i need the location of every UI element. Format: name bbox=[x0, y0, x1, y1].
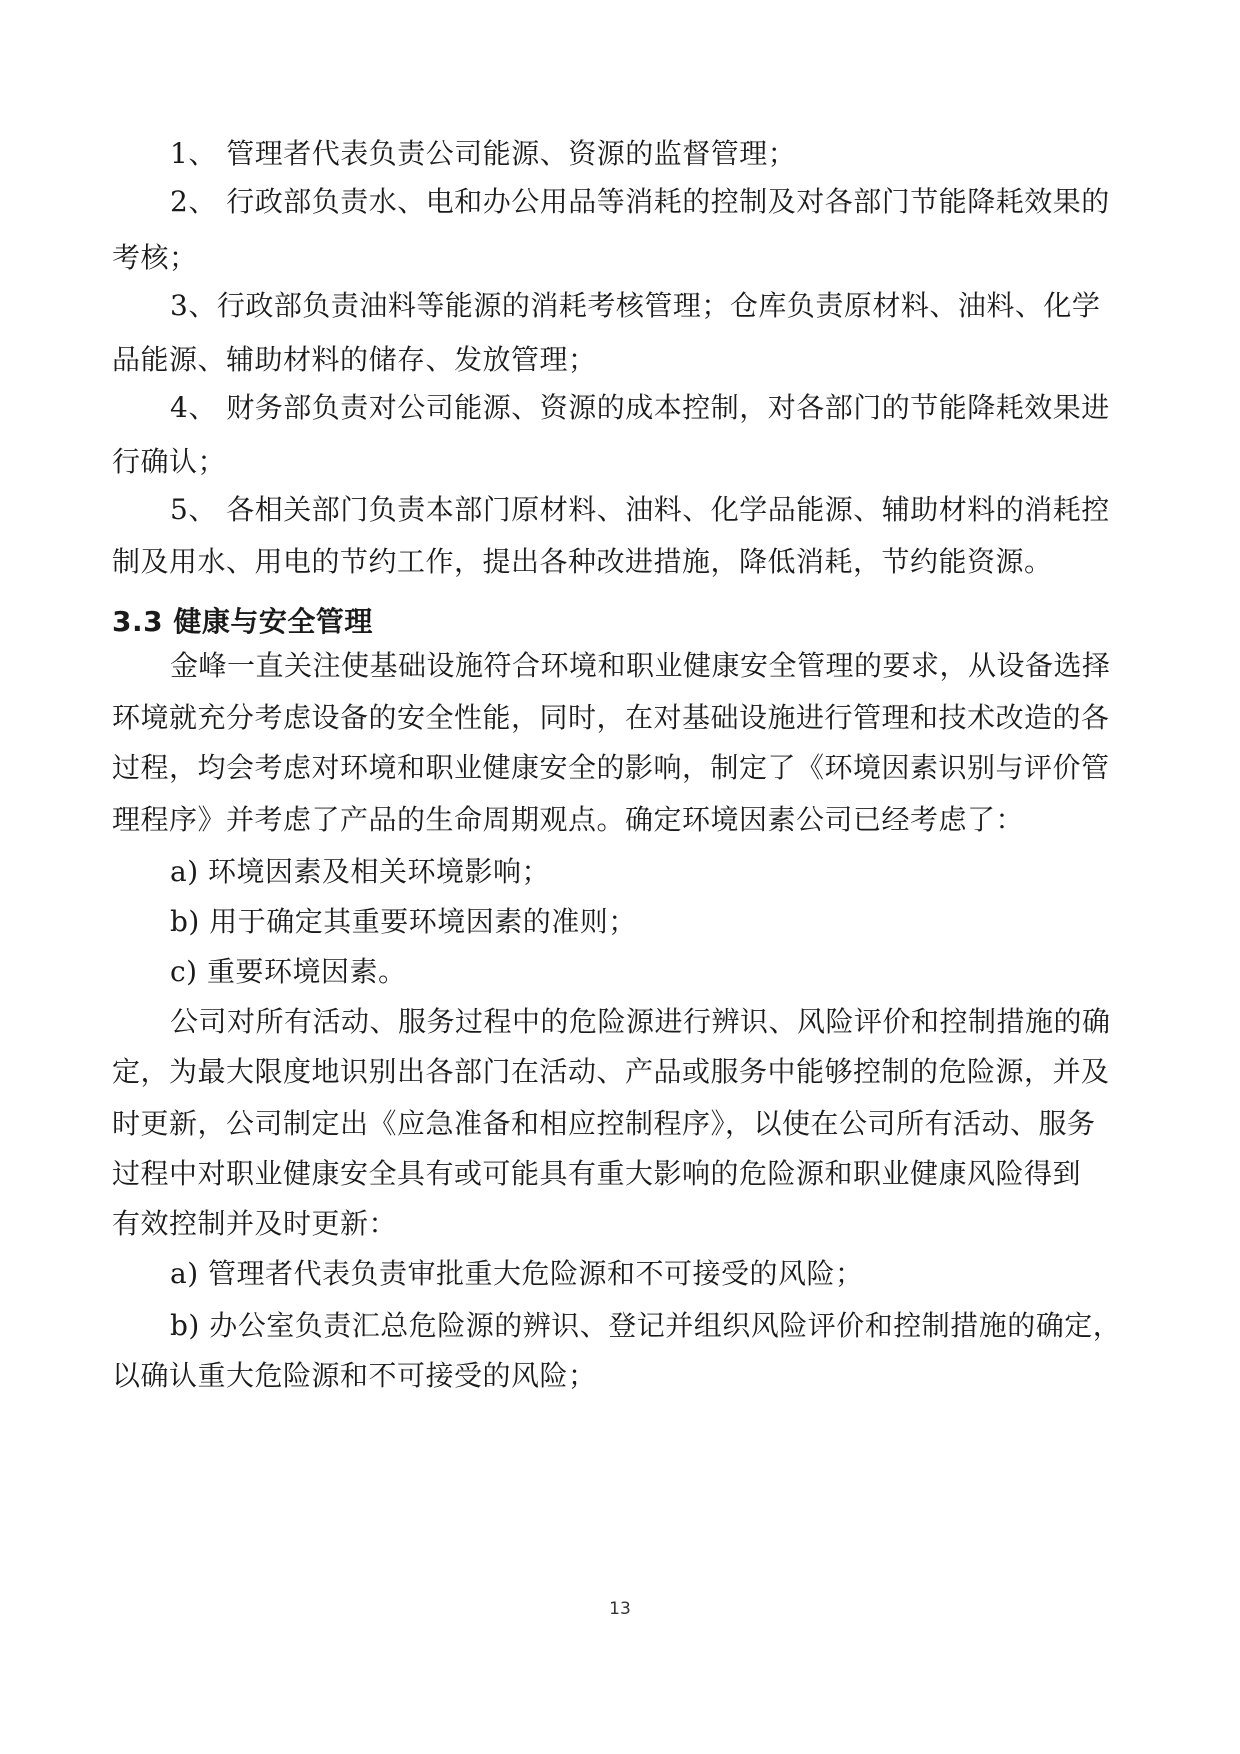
duty-item-4-cont: 行确认； bbox=[112, 445, 227, 478]
duty-item-5-cont: 制及用水、用电的节约工作，提出各种改进措施，降低消耗，节约能资源。 bbox=[112, 545, 1053, 578]
risk-list-item-b-cont: 以确认重大危险源和不可接受的风险； bbox=[112, 1359, 597, 1392]
paragraph-line: 过程中对职业健康安全具有或可能具有重大影响的危险源和职业健康风险得到 bbox=[112, 1157, 1082, 1190]
paragraph-line: 时更新，公司制定出《应急准备和相应控制程序》，以使在公司所有活动、服务 bbox=[112, 1107, 1096, 1140]
duty-item-5: 5、 各相关部门负责本部门原材料、油料、化学品能源、辅助材料的消耗控 bbox=[170, 493, 1110, 526]
paragraph-line: 金峰一直关注使基础设施符合环境和职业健康安全管理的要求，从设备选择 bbox=[170, 649, 1111, 682]
duty-item-4: 4、 财务部负责对公司能源、资源的成本控制，对各部门的节能降耗效果进 bbox=[170, 391, 1110, 424]
section-heading: 3.3 健康与安全管理 bbox=[112, 605, 373, 638]
env-list-item-a: a) 环境因素及相关环境影响； bbox=[170, 855, 551, 888]
risk-list-item-b: b) 办公室负责汇总危险源的辨识、登记并组织风险评价和控制措施的确定， bbox=[170, 1309, 1122, 1342]
paragraph-line: 公司对所有活动、服务过程中的危险源进行辨识、风险评价和控制措施的确 bbox=[170, 1005, 1111, 1038]
duty-item-1: 1、 管理者代表负责公司能源、资源的监督管理； bbox=[170, 137, 797, 170]
duty-item-3-cont: 品能源、辅助材料的储存、发放管理； bbox=[112, 343, 597, 376]
paragraph-line: 环境就充分考虑设备的安全性能，同时，在对基础设施进行管理和技术改造的各 bbox=[112, 701, 1110, 734]
paragraph-line: 有效控制并及时更新： bbox=[112, 1207, 398, 1240]
duty-item-3: 3、行政部负责油料等能源的消耗考核管理；仓库负责原材料、油料、化学 bbox=[170, 289, 1101, 322]
paragraph-line: 过程，均会考虑对环境和职业健康安全的影响，制定了《环境因素识别与评价管 bbox=[112, 751, 1110, 784]
duty-item-2: 2、 行政部负责水、电和办公用品等消耗的控制及对各部门节能降耗效果的 bbox=[170, 185, 1110, 218]
paragraph-line: 理程序》并考虑了产品的生命周期观点。确定环境因素公司已经考虑了： bbox=[112, 803, 1025, 836]
duty-item-2-cont: 考核； bbox=[112, 241, 198, 274]
risk-list-item-a: a) 管理者代表负责审批重大危险源和不可接受的风险； bbox=[170, 1257, 864, 1290]
page-number: 13 bbox=[609, 1599, 631, 1619]
env-list-item-b: b) 用于确定其重要环境因素的准则； bbox=[170, 905, 637, 938]
env-list-item-c: c) 重要环境因素。 bbox=[170, 955, 407, 988]
paragraph-line: 定，为最大限度地识别出各部门在活动、产品或服务中能够控制的危险源，并及 bbox=[112, 1055, 1110, 1088]
